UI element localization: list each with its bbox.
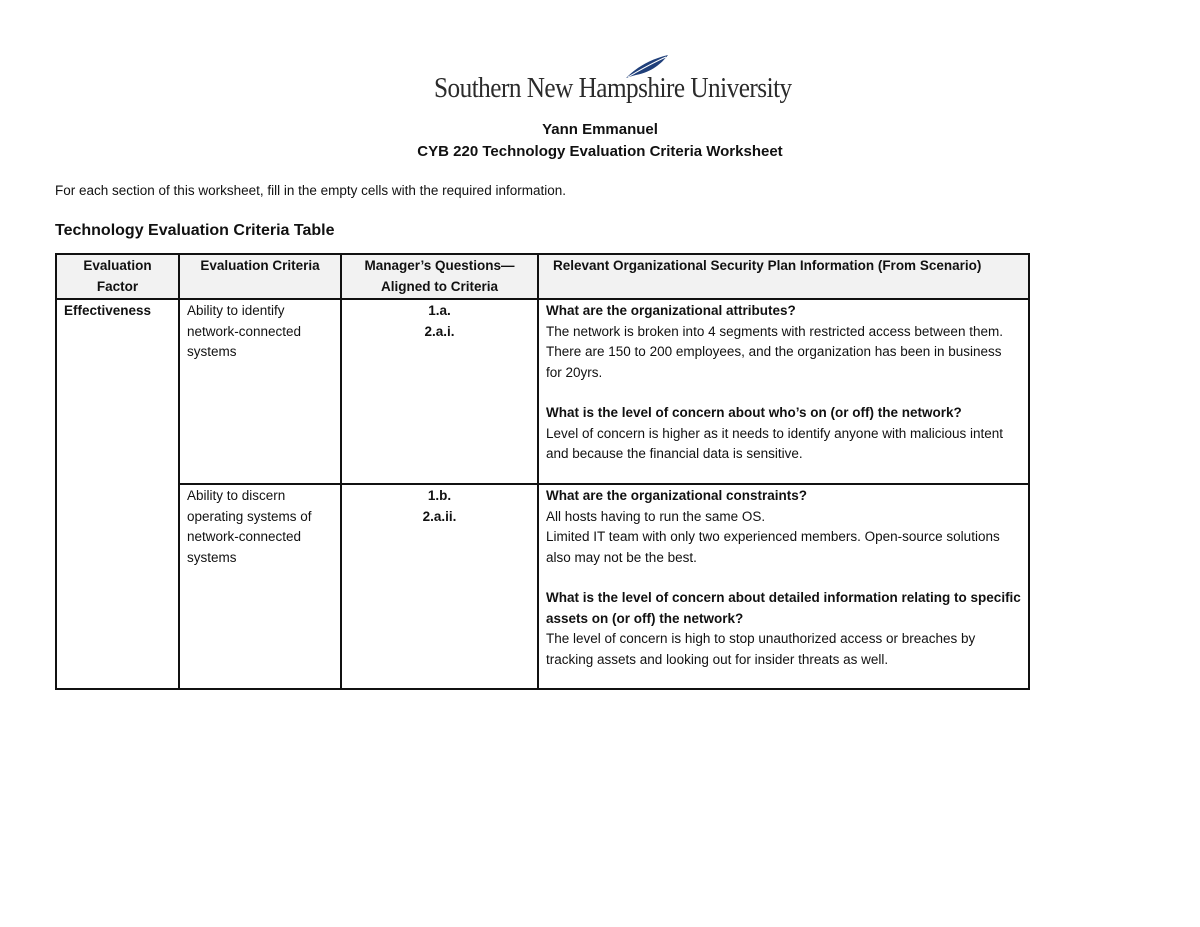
plan-info-cell [538,484,1029,689]
evaluation-criteria-table [55,253,1030,690]
column-header-criteria: Evaluation Criteria [179,254,341,299]
plan-question: What is the level of concern about detailed information relating to specific assets on (or off) the network? [546,590,1021,626]
questions-cell [341,484,538,689]
logo-wordmark: Southern New Hampshire University [434,72,792,104]
instructions-text: For each section of this worksheet, fill in the empty cells with the required information. [55,183,566,198]
plan-question: What are the organizational attributes? [546,303,796,318]
table-title: Technology Evaluation Criteria Table [55,222,335,239]
criteria-cell: Ability to identify network-connected systems [179,299,341,484]
university-logo [434,54,792,104]
question-ref: 2.a.ii. [422,508,457,524]
question-ref: 1.b. [427,488,452,503]
plan-question: What is the level of concern about who’s on (or off) the network? [546,405,962,420]
student-name: Yann Emmanuel [542,121,658,138]
plan-info-cell [538,299,1029,484]
criteria-cell: Ability to discern operating systems of network-connected systems [179,484,341,689]
table-row [56,299,1029,484]
factor-cell: Effectiveness [56,299,179,689]
document-title: CYB 220 Technology Evaluation Criteria Worksheet [417,143,783,160]
column-header-factor: Evaluation Factor [56,254,179,299]
column-header-questions: Manager’s Questions—Aligned to Criteria [341,254,538,299]
plan-question: What are the organizational constraints? [546,488,808,503]
plan-answer: All hosts having to run the same OS. [546,508,766,524]
question-ref: 2.a.i. [424,323,455,339]
questions-cell [341,299,538,484]
table-header-row [56,254,1029,299]
plan-answer: There are 150 to 200 employees, and the organization has been in business for 20yrs. [546,344,1002,380]
plan-answer: The level of concern is high to stop unauthorized access or breaches by tracking assets and looking out for insider threats as well. [546,631,976,667]
column-header-plan-info: Relevant Organizational Security Plan Information (From Scenario) [538,254,1029,299]
plan-answer: The network is broken into 4 segments with restricted access between them. [546,323,1003,339]
question-ref: 1.a. [428,303,451,318]
table-row [56,484,1029,689]
plan-answer: Level of concern is higher as it needs to identify anyone with malicious intent and because the financial data is sensitive. [546,425,1004,461]
plan-answer: Limited IT team with only two experienced members. Open-source solutions also may not be the best. [546,529,1000,565]
